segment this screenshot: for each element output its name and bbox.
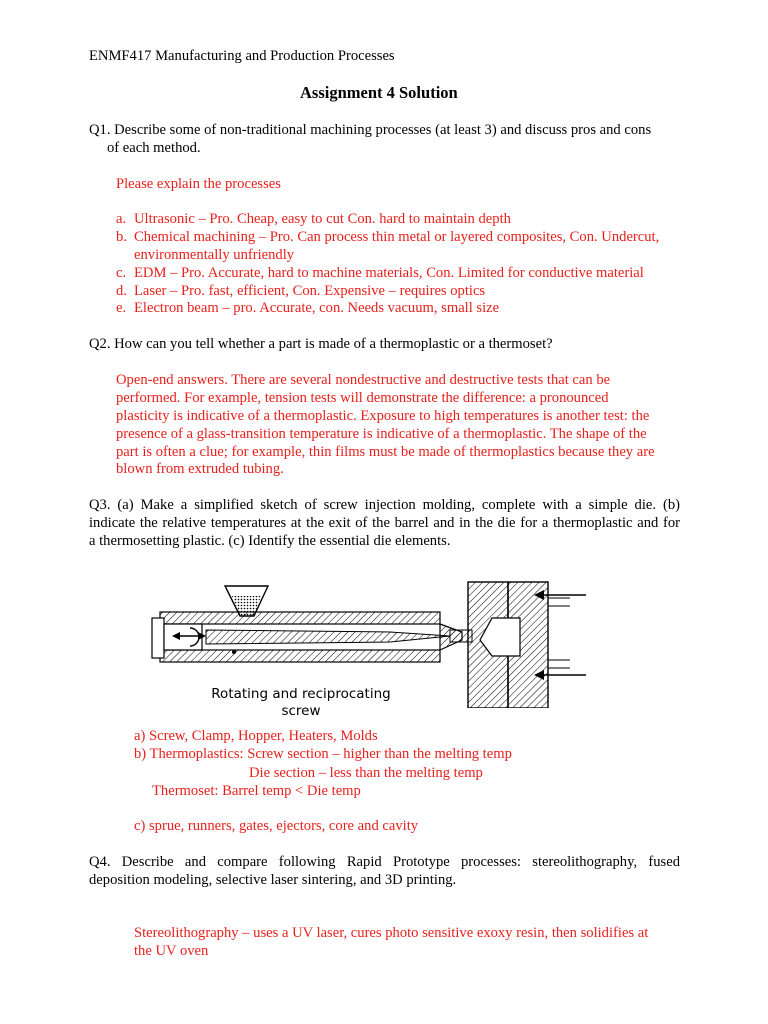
q1-item-marker: a. xyxy=(116,211,127,227)
q3-answer-a: a) Screw, Clamp, Hopper, Heaters, Molds xyxy=(134,728,378,744)
q3-answer-b1: b) Thermoplastics: Screw section – higher than the melting temp xyxy=(134,746,512,762)
q3-answer-c: c) sprue, runners, gates, ejectors, core and cavity xyxy=(134,818,419,834)
q2-answer-line: presence of a glass-transition temperature is indicative of a thermoplastic. The shape of the xyxy=(116,426,647,442)
q4-answer-line: the UV oven xyxy=(134,943,209,959)
q1-item-text: Ultrasonic – Pro. Cheap, easy to cut Con. hard to maintain depth xyxy=(134,211,511,227)
q3-answer-b3: Thermoset: Barrel temp < Die temp xyxy=(152,783,361,799)
q3-question-line: indicate the relative temperatures at the exit of the barrel and in the die for a thermoplastic and for xyxy=(89,515,680,531)
q2-question: Q2. How can you tell whether a part is made of a thermoplastic or a thermoset? xyxy=(89,336,553,352)
q2-answer-line: blown from extruded tubing. xyxy=(116,461,284,477)
q3-answer-b2: Die section – less than the melting temp xyxy=(249,765,483,781)
q1-item-marker: d. xyxy=(116,283,127,299)
page-title: Assignment 4 Solution xyxy=(300,83,458,102)
course-header: ENMF417 Manufacturing and Production Processes xyxy=(89,48,395,64)
q1-question-line1: Q1. Describe some of non-traditional machining processes (at least 3) and discuss pros and cons xyxy=(89,122,652,138)
q1-note: Please explain the processes xyxy=(116,176,281,192)
q2-answer-line: Open-end answers. There are several nondestructive and destructive tests that can be xyxy=(116,372,611,388)
q1-item-text: Laser – Pro. fast, efficient, Con. Expensive – requires optics xyxy=(134,283,486,299)
q4-question-line: deposition modeling, selective laser sintering, and 3D printing. xyxy=(89,872,457,888)
q4-answer-line: Stereolithography – uses a UV laser, cures photo sensitive exoxy resin, then solidifies at xyxy=(134,925,649,941)
q1-item-text: Chemical machining – Pro. Can process thin metal or layered composites, Con. Undercut, xyxy=(134,229,660,245)
figure-label: screw xyxy=(281,703,321,719)
figure-label: Rotating and reciprocating xyxy=(211,686,391,702)
q1-item-text: EDM – Pro. Accurate, hard to machine materials, Con. Limited for conductive material xyxy=(134,265,644,281)
q2-answer-line: part is often a clue; for example, thin films must be made of thermoplastics because they are xyxy=(116,444,655,460)
q1-item-text: Electron beam – pro. Accurate, con. Needs vacuum, small size xyxy=(134,300,500,316)
q3-question-line: Q3. (a) Make a simplified sketch of screw injection molding, complete with a simple die. (b) xyxy=(89,497,680,513)
q1-question-line2: of each method. xyxy=(107,140,201,156)
q1-item-marker: c. xyxy=(116,265,127,281)
q2-answer-line: performed. For example, tension tests will demonstrate the difference: a pronounced xyxy=(116,390,609,406)
q1-item-marker: b. xyxy=(116,229,127,245)
q1-item-marker: e. xyxy=(116,300,127,316)
q2-answer-line: plasticity is indicative of a thermoplastic. Exposure to high temperatures is another test: the xyxy=(116,408,650,424)
nozzle-icon xyxy=(440,624,472,650)
q3-question-line: a thermosetting plastic. (c) Identify the essential die elements. xyxy=(89,533,451,549)
q1-item-text-continued: environmentally unfriendly xyxy=(134,247,295,263)
q4-question-line: Q4. Describe and compare following Rapid Prototype processes: stereolithography, fused xyxy=(89,854,680,870)
mold-icon xyxy=(468,582,570,708)
